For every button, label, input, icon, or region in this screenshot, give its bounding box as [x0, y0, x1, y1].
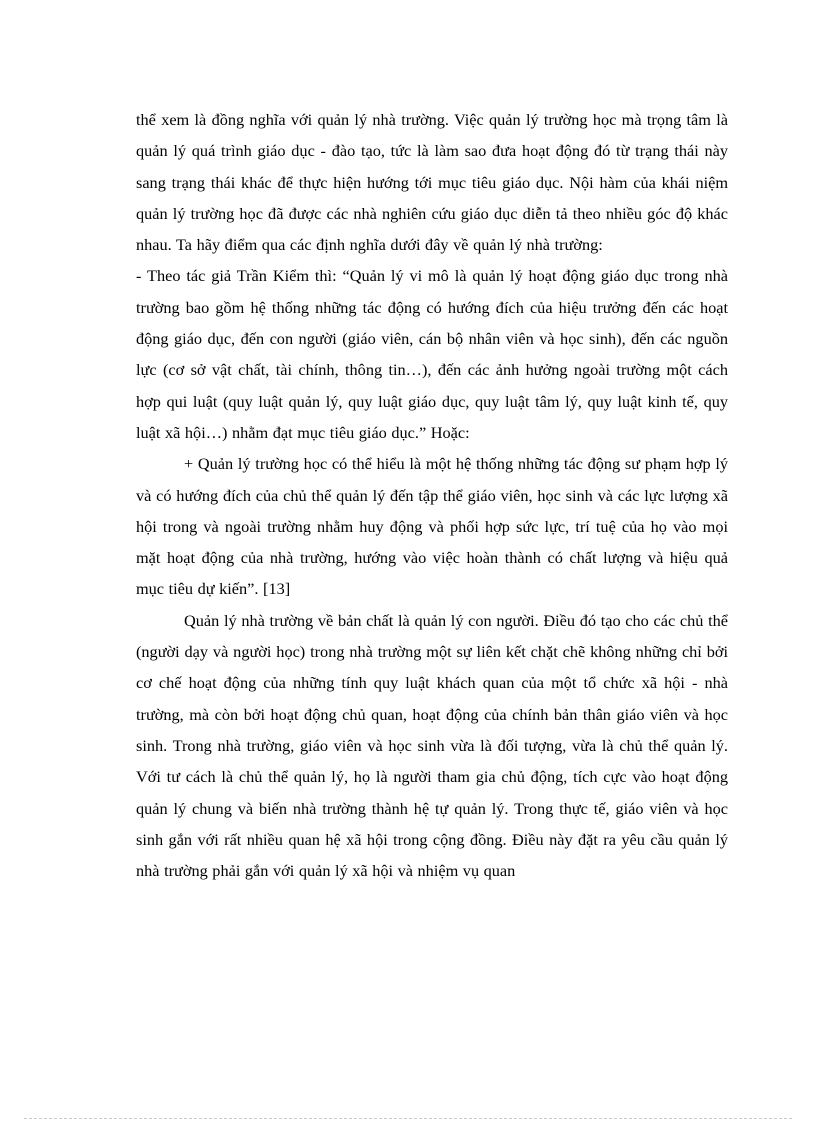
paragraph-tran-kiem-definition: - Theo tác giả Trần Kiểm thì: “Quản lý vi mô là quản lý hoạt động giáo dục trong nhà trường bao gồm hệ thống những tác động có hướng đích của hiệu trưởng đến các hoạt động giáo dục, đến con người (giáo viên, cán bộ nhân viên và học sinh), đến các nguồn lực (cơ sở vật chất, tài chính, thông tin…), đến các ảnh hưởng ngoài trường một cách hợp qui luật (quy luật quản lý, quy luật giáo dục, quy luật tâm lý, quy luật kinh tế, quy luật xã hội…) nhằm đạt mục tiêu giáo dục.” Hoặc: — [136, 266, 728, 442]
paragraph-people-management: Quản lý nhà trường về bản chất là quản lý con người. Điều đó tạo cho các chủ thể (người dạy và người học) trong nhà trường một sự liên kết chặt chẽ không những chỉ bởi cơ chế hoạt động của những tính quy luật khách quan của một tổ chức xã hội - nhà trường, mà còn bởi hoạt động chủ quan, hoạt động của chính bản thân giáo viên và học sinh. Trong nhà trường, giáo viên và học sinh vừa là đối tượng, vừa là chủ thể quản lý. Với tư cách là chủ thể quản lý, họ là người tham gia chủ động, tích cực vào hoạt động quản lý chung và biến nhà trường thành hệ tự quản lý. Trong thực tế, giáo viên và học sinh gắn với rất nhiều quan hệ xã hội trong cộng đồng. Điều này đặt ra yêu cầu quản lý nhà trường phải gắn với quản lý xã hội và nhiệm vụ quan — [136, 610, 728, 881]
paragraph-school-management-definition: + Quản lý trường học có thể hiểu là một hệ thống những tác động sư phạm hợp lý và có hướng đích của chủ thể quản lý đến tập thể giáo viên, học sinh và các lực lượng xã hội trong và ngoài trường nhằm huy động và phối hợp sức lực, trí tuệ của họ vào mọi mặt hoạt động của nhà trường, hướng vào việc hoàn thành có chất lượng và hiệu quả mục tiêu dự kiến”. [13] — [136, 454, 728, 599]
body-text — [136, 104, 728, 886]
paragraph-intro: thể xem là đồng nghĩa với quản lý nhà trường. Việc quản lý trường học mà trọng tâm là quản lý quá trình giáo dục - đào tạo, tức là làm sao đưa hoạt động đó từ trạng thái này sang trạng thái khác để thực hiện hướng tới mục tiêu giáo dục. Nội hàm của khái niệm quản lý trường học đã được các nhà nghiên cứu giáo dục diễn tả theo nhiều góc độ khác nhau. Ta hãy điểm qua các định nghĩa dưới đây về quản lý nhà trường: — [136, 110, 728, 255]
page-bottom-divider — [24, 1118, 792, 1119]
